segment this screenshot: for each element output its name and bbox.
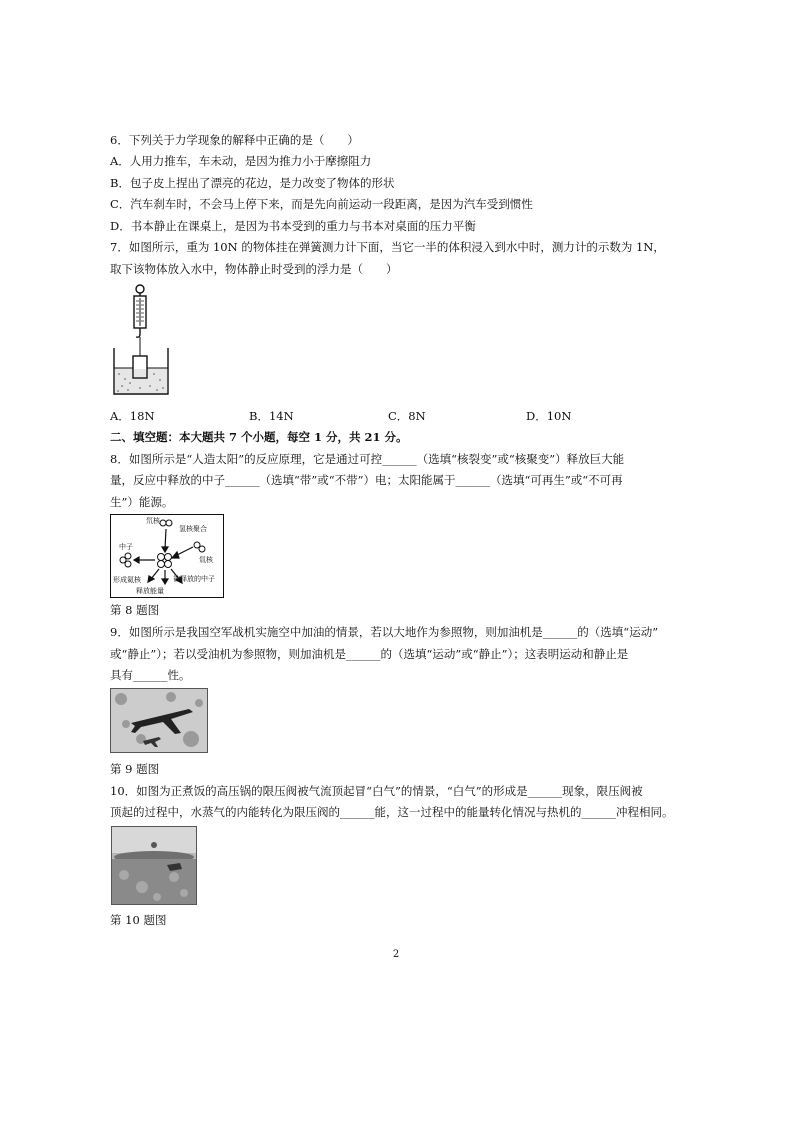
q8-caption: 第 8 题图 xyxy=(110,603,160,617)
q7-option-c: C．8N xyxy=(388,409,426,423)
q10-line1: 10．如图为正煮饭的高压锅的限压阀被气流顶起冒“白气”的情景，“白气”的形成是______现象，限压阀被 xyxy=(110,784,643,798)
q7-stem-line2: 取下该物体放入水中，物体静止时受到的浮力是（ ） xyxy=(110,262,398,276)
q6-option-a: A．人用力推车，车未动，是因为推力小于摩擦阻力 xyxy=(110,154,372,168)
q10-line2: 顶起的过程中，水蒸气的内能转化为限压阀的______能，这一过程中的能量转化情况与热机的______冲程相同。 xyxy=(110,805,674,819)
page-number: 2 xyxy=(392,949,400,960)
q7-option-d: D．10N xyxy=(526,409,572,423)
label-tritium: 氚核 xyxy=(199,556,213,564)
q9-line1: 9．如图所示是我国空军战机实施空中加油的情景，若以大地作为参照物，则加油机是______的（选填“运动” xyxy=(110,625,659,639)
label-fusion: 氢核聚合 xyxy=(179,525,207,533)
q7-option-a: A．18N xyxy=(110,409,155,423)
label-deuterium: 氘核 xyxy=(146,517,160,525)
q6-option-c: C．汽车刹车时，不会马上停下来，而是先向前运动一段距离，是因为汽车受到惯性 xyxy=(110,197,533,211)
label-neutron: 中子 xyxy=(119,543,133,551)
q7-stem-line1: 7．如图所示，重为 10N 的物体挂在弹簧测力计下面，当它一半的体积浸入到水中时，测力计的示数为 1N， xyxy=(110,240,665,254)
q8-line2: 量，反应中释放的中子______（选填“带”或“不带”）电；太阳能属于______（选填“可再生”或“不可再 xyxy=(110,473,623,487)
label-helium: 形成氦核 xyxy=(113,576,141,584)
pressure-cooker-photo xyxy=(111,826,197,905)
q9-caption: 第 9 题图 xyxy=(110,762,160,776)
spring-scale-figure xyxy=(110,282,172,400)
section-heading: 二、填空题：本大题共 7 个小题，每空 1 分，共 21 分。 xyxy=(110,430,408,444)
label-energy: 释放能量 xyxy=(136,587,164,595)
q6-option-d: D．书本静止在课桌上，是因为书本受到的重力与书本对桌面的压力平衡 xyxy=(110,219,476,233)
q8-line3: 生”）能源。 xyxy=(110,495,174,509)
q7-option-b: B．14N xyxy=(249,409,294,423)
q6-stem: 6．下列关于力学现象的解释中正确的是（ ） xyxy=(110,133,359,147)
q8-line1: 8．如图所示是“人造太阳”的反应原理，它是通过可控______（选填“核裂变”或“核聚变”）释放巨大能 xyxy=(110,452,625,466)
fusion-diagram xyxy=(110,514,224,598)
aerial-refueling-photo xyxy=(110,688,208,753)
q9-line2: 或“静止”）；若以受油机为参照物，则加油机是______的（选填“运动”或“静止”）；这表明运动和静止是 xyxy=(110,647,629,661)
q9-line3: 具有______性。 xyxy=(110,668,191,682)
q6-option-b: B．包子皮上捏出了漂亮的花边，是力改变了物体的形状 xyxy=(110,176,395,190)
label-released-neutron: 被释放的中子 xyxy=(173,575,215,583)
q10-caption: 第 10 题图 xyxy=(110,913,167,927)
